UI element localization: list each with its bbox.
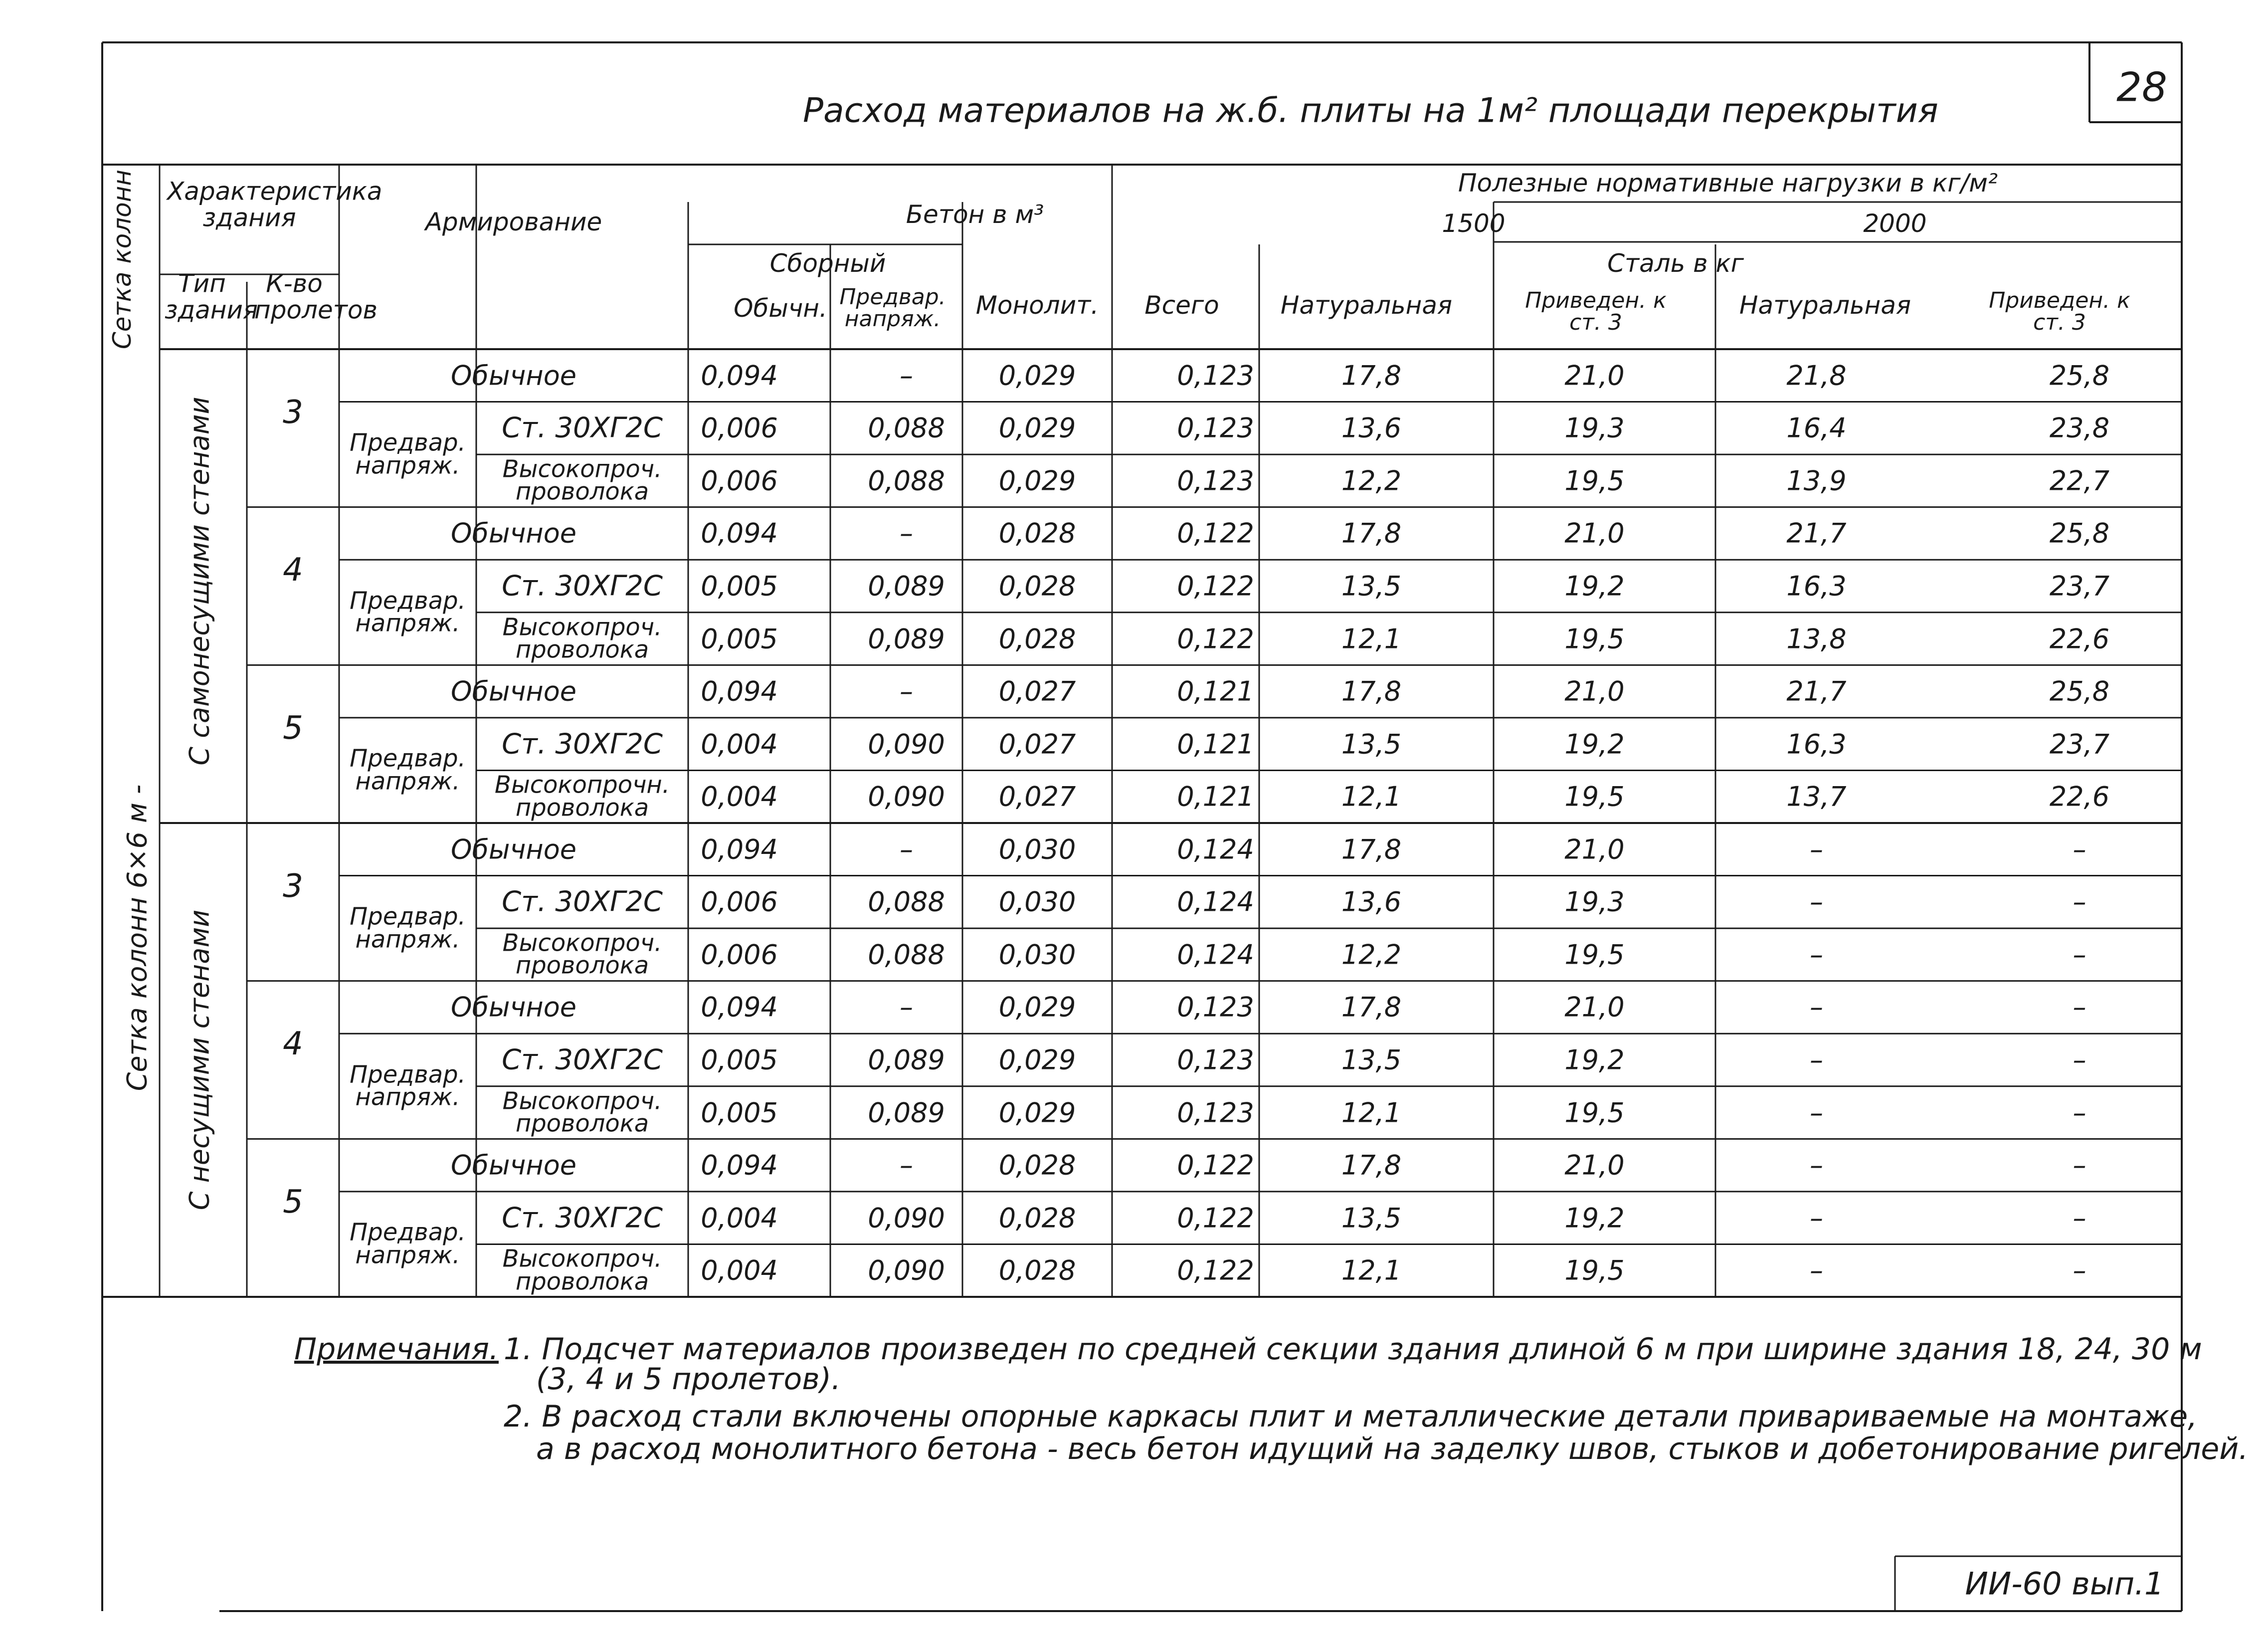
table-cell-n1500: 12,1 (1341, 1254, 1402, 1286)
table-cell-prec_pre: 0,090 (868, 781, 945, 813)
table-cell-prec_pre: – (900, 991, 913, 1023)
table-cell-r1500: 19,5 (1564, 781, 1625, 813)
header-span-count: К-во пролетов (254, 269, 378, 324)
table-cell-prec_ord: 0,094 (701, 517, 778, 549)
table-cell-mono: 0,030 (998, 886, 1076, 918)
header-loads: Полезные нормативные нагрузки в кг/м² (1458, 168, 1998, 198)
grid-label: Сетка колонн 6×6 м - (121, 784, 153, 1091)
header-building-type: Тип здания (165, 269, 258, 324)
table-cell-r1500: 19,2 (1564, 1202, 1625, 1234)
table-cell-n2000: 13,8 (1786, 623, 1847, 655)
header-load-2000: 2000 (1863, 208, 1927, 238)
table-cell-r2000: 22,6 (2049, 781, 2110, 813)
table-cell-r2000: – (2073, 886, 2086, 918)
table-cell-mono: 0,028 (998, 517, 1076, 549)
table-cell-mono: 0,028 (998, 570, 1076, 602)
reinforcement-ordinary: Обычное (451, 517, 576, 549)
table-cell-n2000: 21,7 (1786, 517, 1847, 549)
reinforcement-prestressed: Предвар. напряж. (350, 587, 466, 637)
table-cell-prec_ord: 0,004 (701, 781, 778, 813)
span-count: 3 (283, 867, 303, 905)
table-cell-total: 0,123 (1177, 412, 1254, 444)
table-cell-prec_ord: 0,004 (701, 1254, 778, 1286)
table-cell-prec_pre: – (900, 1149, 913, 1181)
header-reduced-1500: Приведен. к ст. 3 (1525, 288, 1667, 335)
table-cell-mono: 0,029 (998, 465, 1076, 497)
header-ordinary: Обычн. (734, 293, 827, 323)
table-cell-r1500: 19,3 (1564, 886, 1625, 918)
table-cell-r1500: 21,0 (1564, 833, 1625, 865)
table-cell-n1500: 12,1 (1341, 623, 1402, 655)
table-cell-r1500: 19,5 (1564, 623, 1625, 655)
table-cell-prec_pre: 0,089 (868, 623, 945, 655)
table-cell-n2000: – (1810, 886, 1823, 918)
table-cell-r2000: 23,7 (2049, 728, 2110, 760)
header-concrete: Бетон в м³ (906, 200, 1044, 229)
table-cell-mono: 0,029 (998, 412, 1076, 444)
table-cell-n1500: 13,5 (1341, 1044, 1402, 1076)
header-column-grid: Сетка колонн (107, 169, 137, 350)
table-cell-n1500: 12,1 (1341, 1097, 1402, 1129)
table-cell-prec_ord: 0,005 (701, 1044, 778, 1076)
steel-wire: Высокопроч. проволока (502, 929, 662, 980)
table-cell-r1500: 19,5 (1564, 1097, 1625, 1129)
note-1-line-2: (3, 4 и 5 пролетов). (536, 1362, 841, 1397)
table-cell-r1500: 21,0 (1564, 675, 1625, 707)
table-cell-total: 0,122 (1177, 517, 1254, 549)
table-cell-n1500: 13,5 (1341, 1202, 1402, 1234)
table-cell-total: 0,124 (1177, 939, 1254, 971)
table-cell-n2000: 16,3 (1786, 570, 1847, 602)
table-cell-n2000: – (1810, 1202, 1823, 1234)
table-cell-r2000: 25,8 (2049, 360, 2110, 392)
table-cell-total: 0,121 (1177, 781, 1254, 813)
header-reduced-2000: Приведен. к ст. 3 (1989, 288, 2130, 335)
table-cell-n2000: – (1810, 991, 1823, 1023)
table-cell-prec_ord: 0,094 (701, 360, 778, 392)
table-cell-total: 0,122 (1177, 1254, 1254, 1286)
table-cell-n2000: 16,3 (1786, 728, 1847, 760)
note-2-line-2: а в расход монолитного бетона - весь бетон идущий на заделку швов, стыков и добетонирование ригелей. (536, 1432, 2249, 1466)
table-cell-n1500: 17,8 (1341, 360, 1402, 392)
reinforcement-ordinary: Обычное (451, 360, 576, 392)
table-cell-prec_pre: 0,090 (868, 1254, 945, 1286)
table-cell-n1500: 13,5 (1341, 728, 1402, 760)
table-cell-r2000: 23,7 (2049, 570, 2110, 602)
table-cell-total: 0,121 (1177, 728, 1254, 760)
table-cell-r2000: – (2073, 939, 2086, 971)
table-cell-r2000: 22,6 (2049, 623, 2110, 655)
table-cell-r1500: 21,0 (1564, 517, 1625, 549)
table-cell-n1500: 17,8 (1341, 833, 1402, 865)
table-cell-prec_ord: 0,006 (701, 939, 778, 971)
table-cell-mono: 0,028 (998, 623, 1076, 655)
table-cell-total: 0,123 (1177, 465, 1254, 497)
reinforcement-ordinary: Обычное (451, 1149, 576, 1181)
header-total: Всего (1144, 290, 1219, 320)
table-cell-prec_ord: 0,005 (701, 570, 778, 602)
steel-wire: Высокопроч. проволока (502, 1086, 662, 1138)
table-cell-r1500: 21,0 (1564, 1149, 1625, 1181)
table-cell-n2000: – (1810, 1254, 1823, 1286)
steel-grade: Ст. 30ХГ2С (502, 728, 663, 761)
table-cell-prec_ord: 0,094 (701, 833, 778, 865)
table-cell-r2000: 25,8 (2049, 517, 2110, 549)
table-cell-n1500: 12,1 (1341, 781, 1402, 813)
span-count: 5 (283, 710, 303, 747)
table-cell-prec_pre: 0,088 (868, 939, 945, 971)
table-cell-mono: 0,029 (998, 991, 1076, 1023)
table-cell-prec_pre: – (900, 833, 913, 865)
table-cell-n2000: 21,7 (1786, 675, 1847, 707)
table-cell-total: 0,122 (1177, 1149, 1254, 1181)
table-cell-r1500: 21,0 (1564, 360, 1625, 392)
table-cell-mono: 0,029 (998, 1097, 1076, 1129)
table-cell-r1500: 19,5 (1564, 1254, 1625, 1286)
reinforcement-prestressed: Предвар. напряж. (350, 428, 466, 480)
table-cell-total: 0,123 (1177, 1097, 1254, 1129)
table-cell-prec_ord: 0,005 (701, 623, 778, 655)
table-cell-n2000: – (1810, 833, 1823, 865)
reinforcement-ordinary: Обычное (451, 833, 576, 865)
document-code: ИИ-60 вып.1 (1965, 1565, 2164, 1602)
table-cell-prec_pre: – (900, 675, 913, 707)
table-cell-prec_pre: 0,090 (868, 1202, 945, 1234)
steel-wire: Высокопрочн. проволока (494, 771, 670, 822)
steel-grade: Ст. 30ХГ2С (502, 570, 663, 603)
table-cell-n2000: – (1810, 1044, 1823, 1076)
note-1-line-1: 1. Подсчет материалов произведен по средней секции здания длиной 6 м при ширине здания 18, 24, 30 м (504, 1332, 2202, 1367)
table-cell-r1500: 21,0 (1564, 991, 1625, 1023)
table-cell-total: 0,122 (1177, 623, 1254, 655)
table-cell-prec_pre: 0,088 (868, 412, 945, 444)
type-load-bearing: С несущими стенами (184, 909, 215, 1211)
table-cell-prec_pre: 0,090 (868, 728, 945, 760)
table-cell-n1500: 17,8 (1341, 1149, 1402, 1181)
table-cell-mono: 0,028 (998, 1202, 1076, 1234)
span-count: 3 (283, 394, 303, 431)
table-cell-mono: 0,028 (998, 1254, 1076, 1286)
steel-wire: Высокопроч. проволока (502, 455, 662, 506)
table-cell-total: 0,122 (1177, 570, 1254, 602)
table-cell-n1500: 13,5 (1341, 570, 1402, 602)
table-cell-n1500: 17,8 (1341, 675, 1402, 707)
table-cell-r1500: 19,5 (1564, 465, 1625, 497)
table-cell-total: 0,124 (1177, 833, 1254, 865)
page-title: Расход материалов на ж.б. плиты на 1м² площади перекрытия (803, 91, 1938, 131)
table-cell-r2000: – (2073, 1202, 2086, 1234)
table-cell-r1500: 19,2 (1564, 1044, 1625, 1076)
span-count: 5 (283, 1184, 303, 1221)
table-cell-r1500: 19,3 (1564, 412, 1625, 444)
reinforcement-ordinary: Обычное (451, 991, 576, 1023)
table-cell-total: 0,123 (1177, 991, 1254, 1023)
table-cell-prec_ord: 0,094 (701, 1149, 778, 1181)
reinforcement-prestressed: Предвар. напряж. (350, 744, 466, 796)
table-cell-prec_pre: 0,089 (868, 1044, 945, 1076)
table-cell-prec_pre: – (900, 360, 913, 392)
table-cell-mono: 0,030 (998, 939, 1076, 971)
table-cell-r2000: – (2073, 1044, 2086, 1076)
table-cell-prec_ord: 0,004 (701, 1202, 778, 1234)
table-cell-r2000: – (2073, 991, 2086, 1023)
header-prestressed: Предвар. напряж. (839, 284, 946, 332)
table-cell-n2000: 13,9 (1786, 465, 1847, 497)
table-cell-mono: 0,029 (998, 1044, 1076, 1076)
table-cell-mono: 0,027 (998, 728, 1076, 760)
table-cell-prec_pre: – (900, 517, 913, 549)
note-2-line-1: 2. В расход стали включены опорные каркасы плит и металлические детали привариваемые на монтаже, (504, 1399, 2198, 1434)
table-cell-mono: 0,029 (998, 360, 1076, 392)
table-cell-total: 0,124 (1177, 886, 1254, 918)
table-cell-r1500: 19,2 (1564, 570, 1625, 602)
span-count: 4 (283, 1026, 303, 1063)
header-characteristics: Характеристика здания (167, 177, 382, 232)
table-cell-n1500: 12,2 (1341, 939, 1402, 971)
table-cell-r2000: 23,8 (2049, 412, 2110, 444)
span-count: 4 (283, 552, 303, 589)
table-cell-n2000: 16,4 (1786, 412, 1847, 444)
reinforcement-prestressed: Предвар. напряж. (350, 1218, 466, 1269)
steel-grade: Ст. 30ХГ2С (502, 885, 663, 918)
table-cell-n2000: 13,7 (1786, 781, 1847, 813)
table-cell-prec_ord: 0,005 (701, 1097, 778, 1129)
table-cell-n2000: – (1810, 1149, 1823, 1181)
table-cell-total: 0,123 (1177, 1044, 1254, 1076)
reinforcement-ordinary: Обычное (451, 675, 576, 707)
table-cell-r2000: 25,8 (2049, 675, 2110, 707)
table-cell-mono: 0,030 (998, 833, 1076, 865)
header-natural-2000: Натуральная (1739, 290, 1911, 320)
steel-grade: Ст. 30ХГ2С (502, 1202, 663, 1235)
table-cell-r1500: 19,5 (1564, 939, 1625, 971)
table-cell-mono: 0,027 (998, 675, 1076, 707)
table-cell-r2000: – (2073, 1097, 2086, 1129)
header-monolith: Монолит. (975, 290, 1099, 320)
steel-wire: Высокопроч. проволока (502, 613, 662, 664)
table-cell-prec_ord: 0,004 (701, 728, 778, 760)
table-cell-r2000: – (2073, 1149, 2086, 1181)
type-self-supporting: С самонесущими стенами (184, 397, 215, 766)
table-cell-prec_ord: 0,006 (701, 886, 778, 918)
table-cell-mono: 0,027 (998, 781, 1076, 813)
table-cell-prec_ord: 0,094 (701, 675, 778, 707)
steel-grade: Ст. 30ХГ2С (502, 412, 663, 444)
steel-wire: Высокопроч. проволока (502, 1244, 662, 1296)
table-cell-prec_pre: 0,088 (868, 886, 945, 918)
page-number: 28 (2116, 64, 2167, 111)
header-steel: Сталь в кг (1607, 248, 1744, 278)
table-cell-prec_ord: 0,006 (701, 465, 778, 497)
table-cell-total: 0,122 (1177, 1202, 1254, 1234)
table-cell-n1500: 17,8 (1341, 991, 1402, 1023)
table-cell-n1500: 13,6 (1341, 886, 1402, 918)
header-natural-1500: Натуральная (1280, 290, 1453, 320)
reinforcement-prestressed: Предвар. напряж. (350, 902, 466, 954)
table-cell-r2000: 22,7 (2049, 465, 2110, 497)
header-reinforcement: Армирование (425, 207, 602, 236)
table-cell-prec_pre: 0,088 (868, 465, 945, 497)
table-cell-total: 0,123 (1177, 360, 1254, 392)
table-cell-prec_ord: 0,094 (701, 991, 778, 1023)
header-load-1500: 1500 (1442, 208, 1506, 238)
table-cell-r2000: – (2073, 1254, 2086, 1286)
table-cell-r1500: 19,2 (1564, 728, 1625, 760)
table-cell-total: 0,121 (1177, 675, 1254, 707)
table-cell-r2000: – (2073, 833, 2086, 865)
table-cell-prec_ord: 0,006 (701, 412, 778, 444)
table-cell-n2000: 21,8 (1786, 360, 1847, 392)
table-cell-prec_pre: 0,089 (868, 570, 945, 602)
table-cell-n1500: 17,8 (1341, 517, 1402, 549)
table-cell-prec_pre: 0,089 (868, 1097, 945, 1129)
table-cell-n2000: – (1810, 939, 1823, 971)
notes-label: Примечания. (294, 1332, 499, 1367)
steel-grade: Ст. 30ХГ2С (502, 1043, 663, 1076)
table-cell-n2000: – (1810, 1097, 1823, 1129)
header-precast: Сборный (769, 248, 886, 278)
table-cell-n1500: 12,2 (1341, 465, 1402, 497)
table-cell-n1500: 13,6 (1341, 412, 1402, 444)
reinforcement-prestressed: Предвар. напряж. (350, 1060, 466, 1111)
table-cell-mono: 0,028 (998, 1149, 1076, 1181)
